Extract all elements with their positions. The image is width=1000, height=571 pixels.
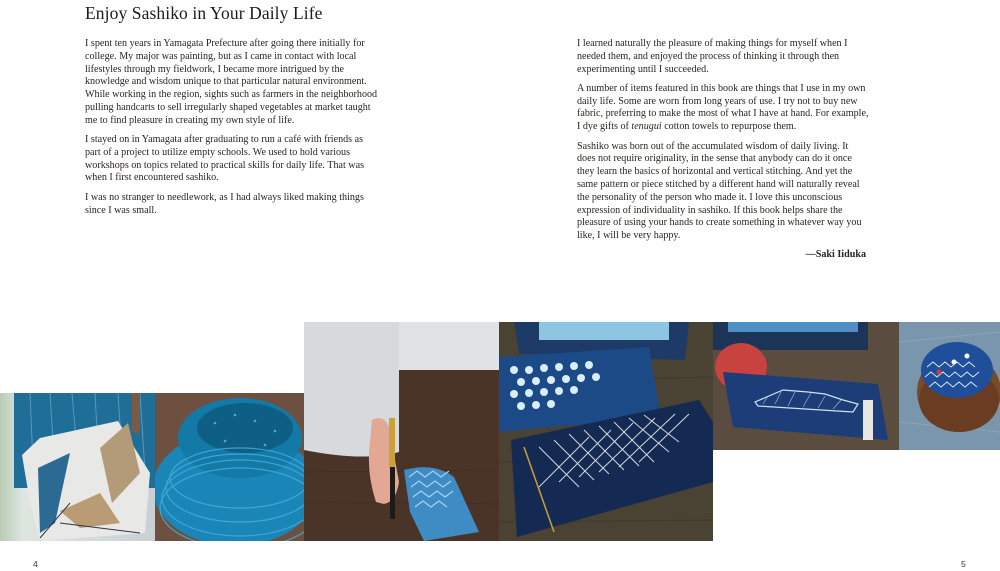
paragraph: I was no stranger to needlework, as I had always liked making things since I was small. [85,191,364,216]
italic-term: tenugui [631,121,662,133]
paragraph: I learned naturally the pleasure of making things for myself when I needed them, and enjoyed the process of thinking it through then experimenting until I succeeded. [577,38,848,75]
left-text-column [85,38,379,224]
paragraph-text: cotton towels to repurpose them. [661,121,797,133]
paragraph: I spent ten years in Yamagata Prefecture after going there initially for college. My major was painting, but as I came in contact with local lifestyles through my fieldwork, I became more intrigued by the knowledge and wisdom unique to that particular natural environment. While working in the region, sights such as farmers in the neighborhood pulling handcarts to sell irregularly shaped vegetables at market taught me to find pleasure in creating my own style of life. [85,38,378,126]
photo-bucket-hat [155,393,304,541]
paragraph: I stayed on in Yamagata after graduating to run a café with friends as part of a project to utilize empty schools. We used to hold various workshops on topics related to practical skills for daily life. That was when I first encountered sashiko. [85,134,365,184]
page-number-right: 5 [961,559,966,569]
author-signature: —Saki Iiduka [805,249,866,261]
right-text-column [577,38,869,269]
photo-shoulder-bag [0,393,155,541]
paragraph: Sashiko was born out of the accumulated wisdom of daily living. It does not require originality, in the sense that anybody can do it once they learn the basics of horizontal and vertical stitching. And yet the same pattern or piece stitched by a different hand will naturally reveal the personality of the person who made it. I love this unconscious expression of individuality in sashiko. If this book helps share the pleasure of using your hands to create something in whatever way you like, I will be very happy. [577,140,862,242]
page-number-left: 4 [33,559,38,569]
photo-pincushion [899,322,1000,450]
photo-scissors-hand [304,322,499,541]
photo-sashiko-pouches [499,322,713,541]
photo-needle-case [713,322,899,450]
paragraph-text: A number of items featured in this book are things that I use in my own daily life. Some are worn from long years of use. I try not to buy new fabric, preferring to make the most of what I have at hand. For example, I dye gifts of [577,82,869,133]
page-title: Enjoy Sashiko in Your Daily Life [85,3,323,23]
paragraph [577,83,869,134]
